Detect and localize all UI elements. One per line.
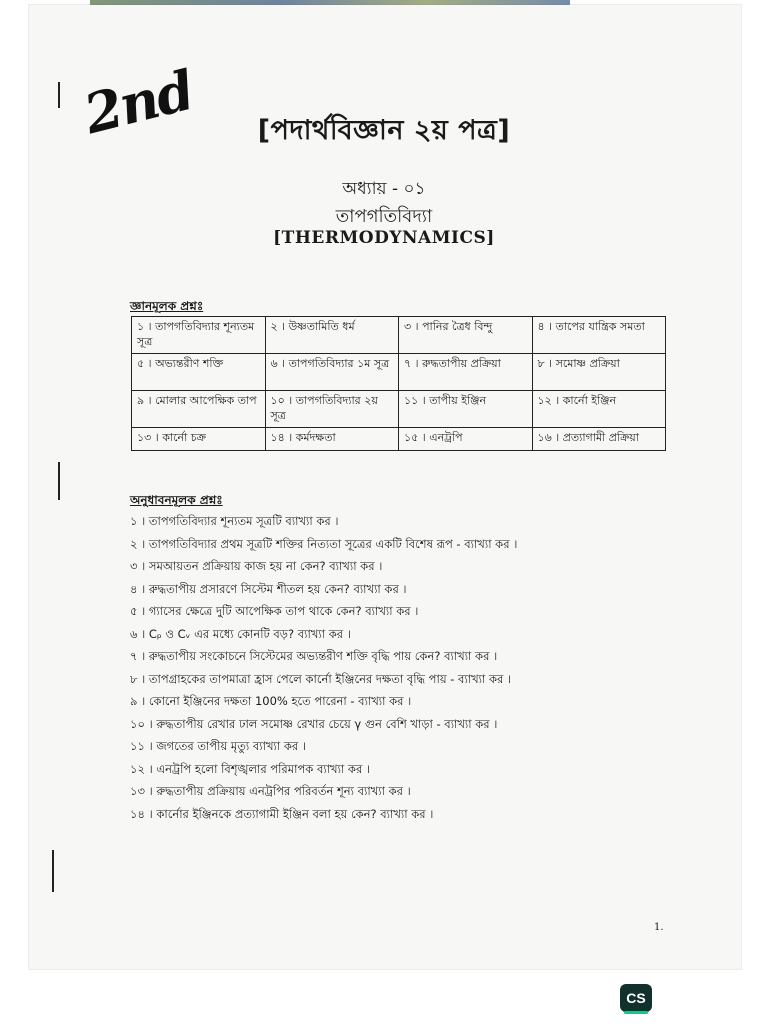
- list-item: ১২ । এনট্রপি হলো বিশৃঙ্খলার পরিমাপক ব্যাখ্যা কর ।: [130, 761, 371, 776]
- table-row: [132, 354, 666, 391]
- list-item: ৪ । রুদ্ধতাপীয় প্রসারণে সিস্টেম শীতল হয় কেন? ব্যাখ্যা কর ।: [130, 581, 407, 596]
- handwritten-note: 2nd: [77, 57, 199, 147]
- list-item: ১৩ । রুদ্ধতাপীয় প্রক্রিয়ায় এনট্রপির পরিবর্তন শূন্য ব্যাখ্যা কর ।: [130, 784, 411, 798]
- table-cell: ১৬ । প্রত্যাগামী প্রক্রিয়া: [532, 428, 666, 451]
- table-cell: ১৫ । এনট্রপি: [399, 428, 533, 451]
- table-cell: ১৩ । কার্নো চক্র: [132, 428, 266, 451]
- table-cell: ১৪ । কর্মদক্ষতা: [265, 428, 399, 451]
- table-cell: ৯ । মোলার আপেক্ষিক তাপ: [132, 391, 266, 428]
- page-number: 1.: [654, 922, 664, 933]
- camscanner-badge[interactable]: CS: [620, 984, 652, 1012]
- list-item: ২ । তাপগতিবিদ্যার প্রথম সূত্রটি শক্তির নিত্যতা সূত্রের একটি বিশেষ রূপ - ব্যাখ্যা কর ।: [130, 536, 518, 551]
- table-cell: ১২ । কার্নো ইঞ্জিন: [532, 391, 666, 428]
- page-top-edge: [90, 0, 570, 5]
- table-cell: ৪ । তাপের যান্ত্রিক সমতা: [532, 317, 666, 354]
- margin-mark: [58, 82, 60, 108]
- table-cell: ৩ । পানির ত্রৈধ বিন্দু: [399, 317, 533, 354]
- list-item: ১৪ । কার্নোর ইঞ্জিনকে প্রত্যাগামী ইঞ্জিন বলা হয় কেন? ব্যাখ্যা কর ।: [130, 806, 434, 821]
- knowledge-questions-heading: জ্ঞানমূলক প্রশ্নঃ: [130, 299, 204, 313]
- table-cell: ৬ । তাপগতিবিদ্যার ১ম সূত্র: [265, 354, 399, 391]
- page-title: [পদার্থবিজ্ঞান ২য় পত্র]: [257, 115, 511, 146]
- table-cell: ১১ । তাপীয় ইঞ্জিন: [399, 391, 533, 428]
- list-item: ৫ । গ্যাসের ক্ষেত্রে দুটি আপেক্ষিক তাপ থাকে কেন? ব্যাখ্যা কর ।: [130, 604, 419, 618]
- table-cell: ১ । তাপগতিবিদ্যার শূন্যতম সূত্র: [132, 317, 266, 354]
- margin-mark: [58, 462, 60, 500]
- list-item: ১১ । জগতের তাপীয় মৃত্যু ব্যাখ্যা কর ।: [130, 739, 306, 753]
- knowledge-questions-table: [131, 316, 666, 451]
- comprehension-questions-list: [130, 510, 650, 825]
- list-item: ১ । তাপগতিবিদ্যার শূন্যতম সূত্রটি ব্যাখ্যা কর ।: [130, 514, 339, 528]
- margin-mark: [52, 850, 54, 892]
- chapter-number: অধ্যায় - ০১: [342, 179, 426, 199]
- table-row: [132, 317, 666, 354]
- table-cell: ৭ । রুদ্ধতাপীয় প্রক্রিয়া: [399, 354, 533, 391]
- list-item: ৬ । Cₚ ও Cᵥ এর মধ্যে কোনটি বড়? ব্যাখ্যা কর ।: [130, 626, 351, 641]
- table-row: [132, 391, 666, 428]
- list-item: ৮ । তাপগ্রাহকের তাপমাত্রা হ্রাস পেলে কার্নো ইঞ্জিনের দক্ষতা বৃদ্ধি পায় - ব্যাখ্যা কর ।: [130, 671, 512, 686]
- chapter-name-bangla: তাপগতিবিদ্যা: [335, 206, 433, 227]
- table-row: [132, 428, 666, 451]
- list-item: ৩ । সমআয়তন প্রক্রিয়ায় কাজ হয় না কেন? ব্যাখ্যা কর ।: [130, 559, 383, 573]
- list-item: ৭ । রুদ্ধতাপীয় সংকোচনে সিস্টেমের অভ্যন্তরীণ শক্তি বৃদ্ধি পায় কেন? ব্যাখ্যা কর ।: [130, 649, 498, 663]
- chapter-name-english: [THERMODYNAMICS]: [273, 228, 495, 248]
- comprehension-questions-heading: অনুধাবনমূলক প্রশ্নঃ: [130, 493, 223, 507]
- table-cell: ৫ । অভ্যন্তরীণ শক্তি: [132, 354, 266, 391]
- list-item: ৯ । কোনো ইঞ্জিনের দক্ষতা 100% হতে পারেনা - ব্যাখ্যা কর ।: [130, 694, 412, 708]
- list-item: ১০ । রুদ্ধতাপীয় রেখার ঢাল সমোষ্ণ রেখার চেয়ে γ গুন বেশি খাড়া - ব্যাখ্যা কর ।: [130, 716, 498, 731]
- table-cell: ১০ । তাপগতিবিদ্যার ২য় সূত্র: [265, 391, 399, 428]
- table-cell: ৮ । সমোষ্ণ প্রক্রিয়া: [532, 354, 666, 391]
- table-cell: ২ । উষ্ণতামিতি ধর্ম: [265, 317, 399, 354]
